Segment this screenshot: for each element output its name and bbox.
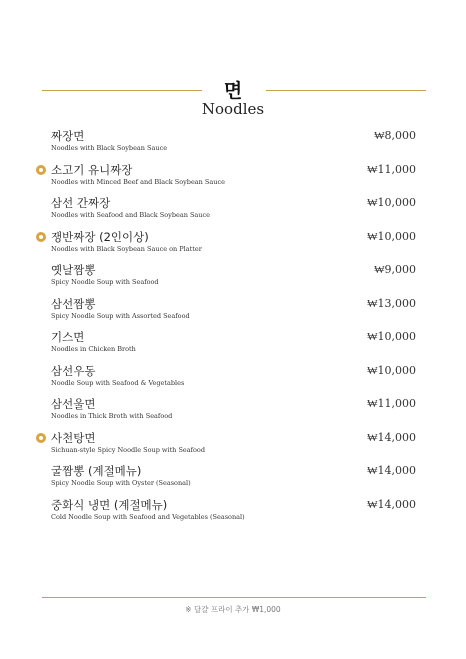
menu-item-name: 삼선우동 — [51, 363, 96, 378]
menu-item-name: 짜장면 — [51, 129, 85, 143]
menu-item — [0, 229, 466, 263]
section-title-korean: 면 — [223, 80, 243, 102]
menu-item-name: 굴짬뽕 (계절메뉴) — [51, 464, 142, 478]
menu-item-price: ₩14,000 — [367, 430, 416, 444]
menu-item-price: ₩10,000 — [367, 363, 416, 377]
menu-item-description: Sichuan-style Spicy Noodle Soup with Seafood — [51, 445, 206, 454]
menu-item — [0, 430, 466, 464]
menu-item-description: Spicy Noodle Soup with Assorted Seafood — [51, 311, 190, 320]
menu-item-description: Noodles with Minced Beef and Black Soybean Sauce — [51, 177, 225, 186]
menu-item-description: Noodles with Black Soybean Sauce on Platter — [51, 244, 202, 253]
menu-item-name: 삼선짬뽕 — [51, 296, 96, 311]
menu-item-name: 삼선 간짜장 — [51, 196, 111, 210]
menu-item-price: ₩8,000 — [374, 129, 416, 142]
menu-item-price: ₩10,000 — [367, 229, 416, 243]
menu-item — [0, 128, 466, 162]
menu-item-price: ₩11,000 — [367, 397, 416, 410]
menu-item-price: ₩10,000 — [367, 330, 416, 343]
menu-item-description: Noodles with Seafood and Black Soybean Sauce — [51, 211, 210, 219]
menu-item-description: Noodles in Thick Broth with Seafood — [51, 412, 173, 420]
menu-item — [0, 363, 466, 397]
menu-list — [0, 128, 466, 530]
menu-item-name: 기스면 — [51, 330, 85, 344]
menu-item — [0, 162, 466, 196]
menu-item-name: 옛날짬뽕 — [51, 263, 96, 277]
menu-item — [0, 396, 466, 430]
menu-item-price: ₩13,000 — [367, 296, 416, 310]
menu-item-price: ₩11,000 — [367, 162, 416, 176]
section-title-english: Noodles — [201, 100, 265, 118]
menu-item-description: Noodles with Black Soybean Sauce — [51, 144, 168, 152]
menu-item-price: ₩14,000 — [367, 464, 416, 477]
chef-hat-badge-icon — [36, 433, 46, 443]
menu-item-price: ₩10,000 — [367, 196, 416, 209]
footer-note: ※ 달걀 프라이 추가 ₩1,000 — [185, 605, 281, 614]
menu-item-description: Cold Noodle Soup with Seafood and Vegetables (Seasonal) — [51, 512, 245, 521]
menu-item — [0, 262, 466, 296]
menu-item — [0, 497, 466, 531]
menu-item-name: 사천탕면 — [51, 430, 96, 445]
menu-item-name: 삼선울면 — [51, 397, 96, 411]
chef-hat-badge-icon — [36, 165, 46, 175]
menu-item — [0, 463, 466, 497]
chef-hat-badge-icon — [36, 232, 46, 242]
footer-rule — [42, 597, 426, 598]
menu-item-description: Spicy Noodle Soup with Seafood — [51, 278, 159, 286]
menu-item-name: 소고기 유니짜장 — [51, 162, 133, 177]
menu-header — [0, 78, 466, 124]
menu-item — [0, 329, 466, 363]
menu-item-price: ₩14,000 — [367, 497, 416, 511]
menu-item-price: ₩9,000 — [374, 263, 416, 276]
menu-item-name: 중화식 냉면 (계절메뉴) — [51, 497, 168, 512]
menu-item — [0, 195, 466, 229]
menu-item-description: Spicy Noodle Soup with Oyster (Seasonal) — [51, 479, 191, 487]
menu-item-description: Noodles in Chicken Broth — [51, 345, 136, 353]
menu-item — [0, 296, 466, 330]
menu-item-description: Noodle Soup with Seafood & Vegetables — [51, 378, 185, 387]
menu-item-name: 쟁반짜장 (2인이상) — [51, 229, 149, 244]
